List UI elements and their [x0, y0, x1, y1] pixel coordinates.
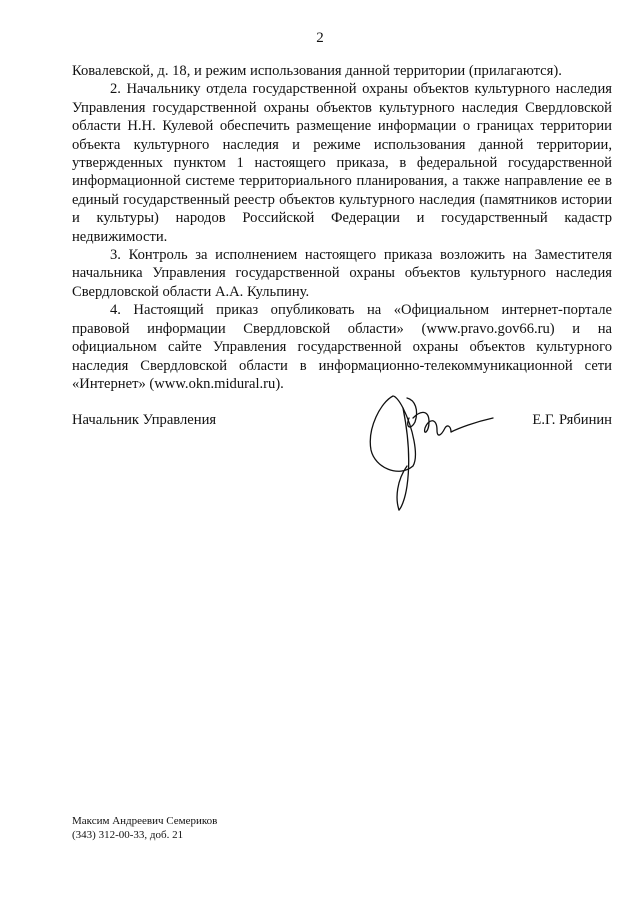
paragraph-item-3: 3. Контроль за исполнением настоящего приказа возложить на Заместителя начальника Управления государственной охраны объектов культурного наследия Свердловской области А.А. Кульпину. — [72, 247, 612, 300]
signer-title: Начальник Управления — [72, 412, 217, 428]
page-number: 2 — [316, 30, 324, 46]
executor-name: Максим Андреевич Семериков — [72, 815, 218, 827]
paragraph-item-2: 2. Начальнику отдела государственной охраны объектов культурного наследия Управления государственной охраны объектов культурного наследия Свердловской области Н.Н. Кулевой обеспечить размещение информации о границах территории объекта культурного наследия и режиме использования данной территории, утвержденных пунктом 1 настоящего приказа, в федеральной государственной информационной системе территориального планирования, а также направление ее в единый государственный реестр объектов культурного наследия (памятников истории и культуры) народов Российской Федерации и государственный кадастр недвижимости. — [72, 81, 612, 245]
signature-block — [72, 412, 612, 432]
handwritten-signature-icon — [355, 388, 505, 513]
document-body — [72, 62, 612, 393]
executor-phone: (343) 312-00-33, доб. 21 — [72, 829, 184, 841]
paragraph-item-4: 4. Настоящий приказ опубликовать на «Официальном интернет-портале правовой информации Свердловской области» (www.pravo.gov66.ru) и на официальном сайте Управления государственной охраны объектов культурного наследия Свердловской области в информационно-телекоммуникационной сети «Интернет» (www.okn.midural.ru). — [72, 302, 612, 392]
signer-name: Е.Г. Рябинин — [532, 412, 612, 428]
executor-contact — [72, 814, 217, 842]
paragraph-continuation: Ковалевской, д. 18, и режим использования данной территории (прилагаются). — [72, 63, 562, 79]
